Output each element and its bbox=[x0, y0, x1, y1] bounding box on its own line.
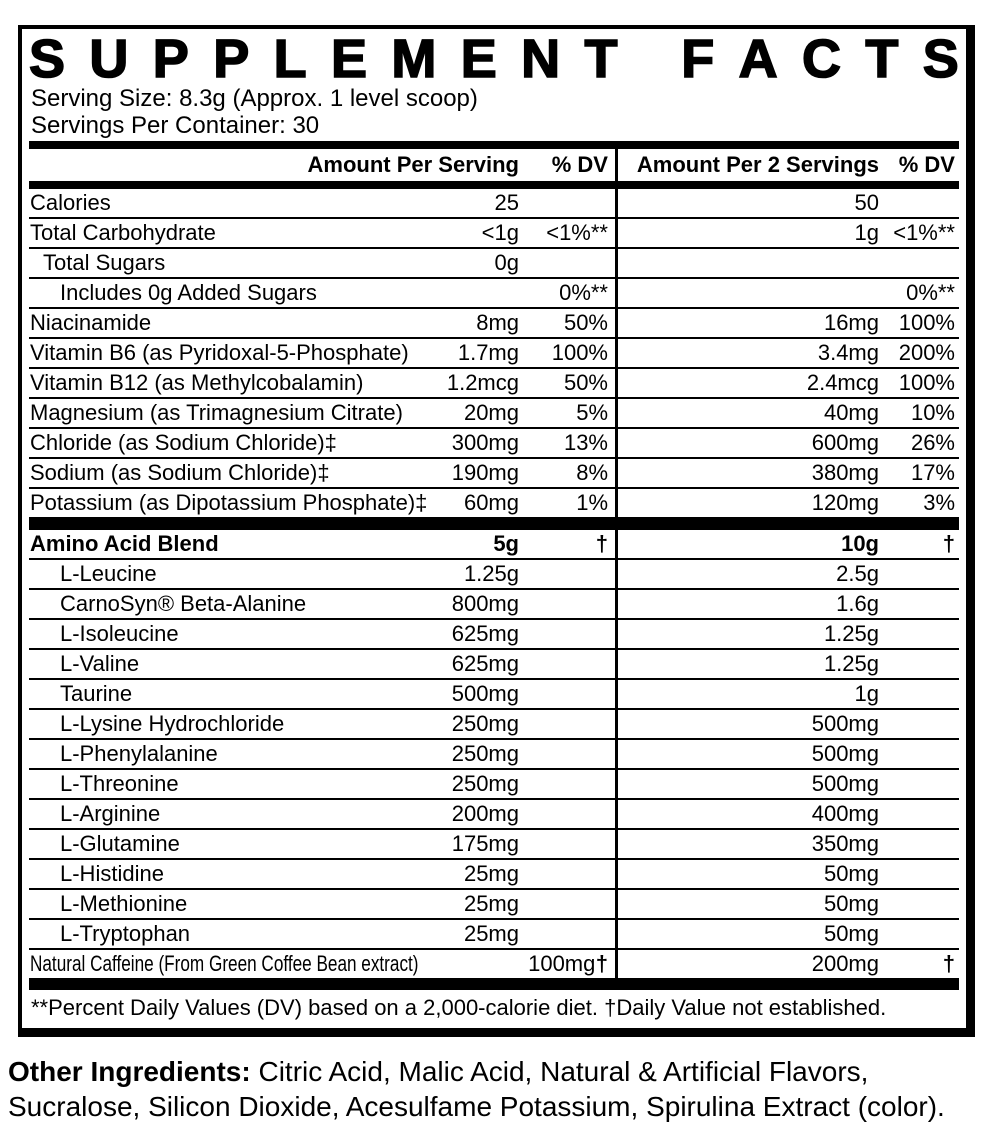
row-dv-per-2-servings bbox=[879, 189, 959, 217]
row-name: Magnesium (as Trimagnesium Citrate) bbox=[30, 400, 403, 425]
table-row bbox=[29, 860, 959, 890]
row-amount-per-serving: <1g bbox=[481, 220, 519, 245]
other-ingredients-label: Other Ingredients: bbox=[8, 1056, 251, 1087]
footnote: **Percent Daily Values (DV) based on a 2,000-calorie diet. †Daily Value not established. bbox=[31, 995, 887, 1020]
row-dv-per-2-servings: 26% bbox=[910, 430, 955, 455]
header-amount-per-serving: Amount Per Serving bbox=[307, 152, 519, 177]
row-dv-per-serving: <1%** bbox=[546, 220, 608, 245]
row-name: L-Methionine bbox=[60, 891, 188, 916]
footnote-top-bar bbox=[29, 978, 959, 990]
row-amount-per-serving: 625mg bbox=[451, 651, 519, 676]
row-dv-per-serving bbox=[519, 800, 614, 828]
row-amount-per-serving: 25mg bbox=[463, 891, 519, 916]
table-row bbox=[29, 590, 959, 620]
table-row bbox=[29, 399, 959, 429]
row-dv-per-2-servings bbox=[879, 590, 959, 618]
row-name: L-Lysine Hydrochloride bbox=[60, 711, 285, 736]
row-amount-per-serving: 5g bbox=[493, 531, 519, 556]
row-name: Vitamin B6 (as Pyridoxal-5-Phosphate) bbox=[30, 340, 409, 365]
row-amount-per-serving: 300mg bbox=[451, 430, 519, 455]
table-row bbox=[29, 189, 959, 219]
row-dv-per-2-servings bbox=[879, 650, 959, 678]
row-amount-per-serving: 100mg bbox=[528, 951, 596, 976]
row-dv-per-2-servings bbox=[879, 920, 959, 948]
row-dv-per-serving bbox=[519, 740, 614, 768]
row-name: L-Valine bbox=[60, 651, 140, 676]
row-amount-per-2-servings: 50mg bbox=[823, 891, 879, 916]
row-dv-per-2-servings: 100% bbox=[898, 310, 955, 335]
table-row bbox=[29, 680, 959, 710]
column-divider bbox=[615, 141, 618, 990]
row-dv-per-2-servings bbox=[879, 800, 959, 828]
other-ingredients-text: Citric Acid, Malic Acid, Natural & Artificial Flavors, Sucralose, Silicon Dioxide, Acesulfame Potassium, Spirulina Extract (color). bbox=[8, 1056, 945, 1122]
table-row bbox=[29, 770, 959, 800]
row-amount-per-2-servings: 50mg bbox=[823, 861, 879, 886]
section-divider-bar bbox=[29, 517, 959, 530]
row-dv-per-serving: † bbox=[595, 531, 608, 556]
row-amount-per-serving: 250mg bbox=[451, 771, 519, 796]
row-dv-per-serving bbox=[519, 650, 614, 678]
row-amount-per-serving: 250mg bbox=[451, 741, 519, 766]
table-row bbox=[29, 219, 959, 249]
row-amount-per-2-servings: 500mg bbox=[811, 711, 879, 736]
row-dv-per-serving: 13% bbox=[563, 430, 608, 455]
row-dv-per-serving: 1% bbox=[576, 490, 608, 515]
table-row bbox=[29, 429, 959, 459]
row-dv-per-serving: 5% bbox=[576, 400, 608, 425]
row-dv-per-serving: † bbox=[595, 951, 608, 976]
row-amount-per-2-servings: 1g bbox=[854, 220, 879, 245]
row-dv-per-serving: 50% bbox=[563, 310, 608, 335]
table-row bbox=[29, 710, 959, 740]
row-amount-per-2-servings: 2.4mcg bbox=[806, 370, 879, 395]
row-amount-per-2-servings: 1.6g bbox=[836, 591, 879, 616]
row-name: Potassium (as Dipotassium Phosphate)‡ bbox=[30, 490, 428, 515]
row-amount-per-serving: 1.2mcg bbox=[446, 370, 519, 395]
header-dv-per-2-servings: % DV bbox=[898, 152, 955, 177]
serving-size: Serving Size: 8.3g (Approx. 1 level scoop) bbox=[31, 85, 478, 112]
row-amount-per-2-servings: 40mg bbox=[823, 400, 879, 425]
row-amount-per-serving: 25 bbox=[494, 190, 519, 215]
row-dv-per-serving bbox=[519, 590, 614, 618]
table-row bbox=[29, 459, 959, 489]
row-name: L-Glutamine bbox=[60, 831, 180, 856]
row-dv-per-2-servings: 100% bbox=[898, 370, 955, 395]
table-row bbox=[29, 489, 959, 517]
row-amount-per-2-servings: 1g bbox=[854, 681, 879, 706]
row-amount-per-2-servings: 600mg bbox=[811, 430, 879, 455]
table-row bbox=[29, 620, 959, 650]
row-dv-per-serving bbox=[519, 890, 614, 918]
row-dv-per-2-servings: 200% bbox=[898, 340, 955, 365]
row-dv-per-serving bbox=[519, 710, 614, 738]
table-row bbox=[29, 369, 959, 399]
header-amount-per-2-servings: Amount Per 2 Servings bbox=[636, 152, 879, 177]
row-amount-per-2-servings: 500mg bbox=[811, 771, 879, 796]
row-amount-per-serving: 1.7mg bbox=[457, 340, 519, 365]
row-dv-per-2-servings: <1%** bbox=[893, 220, 955, 245]
row-name: Total Sugars bbox=[43, 250, 166, 275]
row-dv-per-2-servings bbox=[879, 740, 959, 768]
row-name: Natural Caffeine (From Green Coffee Bean extract) bbox=[30, 951, 419, 976]
header-top-bar bbox=[29, 141, 959, 149]
row-name: CarnoSyn® Beta-Alanine bbox=[60, 591, 307, 616]
table-row bbox=[29, 560, 959, 590]
table-row bbox=[29, 800, 959, 830]
row-amount-per-serving: 500mg bbox=[451, 681, 519, 706]
row-name: L-Tryptophan bbox=[60, 921, 191, 946]
table-row bbox=[29, 279, 959, 309]
other-ingredients bbox=[8, 1054, 996, 1124]
table-row bbox=[29, 650, 959, 680]
table-row bbox=[29, 339, 959, 369]
row-dv-per-2-servings bbox=[879, 249, 959, 277]
row-amount-per-2-servings: 1.25g bbox=[823, 621, 879, 646]
row-amount-per-serving: 25mg bbox=[463, 861, 519, 886]
row-amount-per-2-servings: 1.25g bbox=[823, 651, 879, 676]
label-title: S U P P L E M E N T F A C T S bbox=[29, 29, 959, 89]
row-dv-per-serving bbox=[519, 620, 614, 648]
row-amount-per-2-servings bbox=[614, 249, 879, 277]
row-dv-per-2-servings bbox=[879, 770, 959, 798]
row-amount-per-2-servings: 10g bbox=[841, 531, 879, 556]
row-amount-per-2-servings: 120mg bbox=[811, 490, 879, 515]
row-dv-per-2-servings bbox=[879, 620, 959, 648]
table-row bbox=[29, 309, 959, 339]
header-dv-per-serving: % DV bbox=[551, 152, 608, 177]
row-amount-per-2-servings bbox=[614, 279, 879, 307]
table-row bbox=[29, 530, 959, 560]
row-amount-per-2-servings: 3.4mg bbox=[817, 340, 879, 365]
row-name: Chloride (as Sodium Chloride)‡ bbox=[30, 430, 337, 455]
row-name: Sodium (as Sodium Chloride)‡ bbox=[30, 460, 330, 485]
facts-table bbox=[29, 141, 959, 990]
table-row bbox=[29, 830, 959, 860]
row-amount-per-serving: 800mg bbox=[451, 591, 519, 616]
row-name: L-Leucine bbox=[60, 561, 157, 586]
row-amount-per-2-servings: 500mg bbox=[811, 741, 879, 766]
row-dv-per-2-servings: 3% bbox=[923, 490, 955, 515]
row-amount-per-serving: 175mg bbox=[451, 831, 519, 856]
row-amount-per-serving: 1.25g bbox=[463, 561, 519, 586]
row-dv-per-serving: 100% bbox=[551, 340, 608, 365]
row-amount-per-serving: 250mg bbox=[451, 711, 519, 736]
row-amount-per-serving: 0g bbox=[494, 250, 519, 275]
row-dv-per-2-servings bbox=[879, 830, 959, 858]
row-amount-per-2-servings: 2.5g bbox=[836, 561, 879, 586]
row-dv-per-2-servings: 17% bbox=[910, 460, 955, 485]
row-dv-per-2-servings: 0%** bbox=[906, 280, 955, 305]
row-amount-per-2-servings: 50 bbox=[854, 190, 879, 215]
row-name: L-Isoleucine bbox=[60, 621, 179, 646]
supplement-facts-label bbox=[18, 25, 975, 1037]
row-amount-per-2-servings: 380mg bbox=[811, 460, 879, 485]
table-body bbox=[29, 189, 959, 978]
row-dv-per-serving bbox=[519, 560, 614, 588]
row-dv-per-serving bbox=[519, 189, 614, 217]
table-row bbox=[29, 249, 959, 279]
row-name: Calories bbox=[30, 190, 111, 215]
row-dv-per-serving bbox=[519, 860, 614, 888]
row-dv-per-serving bbox=[519, 249, 614, 277]
row-amount-per-serving: 25mg bbox=[463, 921, 519, 946]
row-dv-per-serving: 8% bbox=[576, 460, 608, 485]
table-header-row bbox=[29, 149, 959, 181]
row-amount-per-2-servings: 400mg bbox=[811, 801, 879, 826]
table-row bbox=[29, 920, 959, 950]
row-dv-per-2-servings bbox=[879, 680, 959, 708]
row-dv-per-2-servings bbox=[879, 890, 959, 918]
row-name: L-Threonine bbox=[60, 771, 179, 796]
row-dv-per-serving: 50% bbox=[563, 370, 608, 395]
row-dv-per-2-servings: 10% bbox=[910, 400, 955, 425]
row-dv-per-serving bbox=[519, 680, 614, 708]
row-dv-per-serving bbox=[519, 830, 614, 858]
row-amount-per-serving: 625mg bbox=[451, 621, 519, 646]
row-name: L-Arginine bbox=[60, 801, 161, 826]
servings-per-container: Servings Per Container: 30 bbox=[31, 112, 320, 139]
row-amount-per-serving: 190mg bbox=[451, 460, 519, 485]
row-amount-per-serving: 20mg bbox=[463, 400, 519, 425]
row-amount-per-2-servings: 16mg bbox=[823, 310, 879, 335]
row-dv-per-2-servings bbox=[879, 560, 959, 588]
row-dv-per-serving bbox=[519, 920, 614, 948]
row-name: Includes 0g Added Sugars bbox=[60, 280, 317, 305]
header-bottom-bar bbox=[29, 181, 959, 189]
row-dv-per-2-servings bbox=[879, 710, 959, 738]
row-dv-per-2-servings: † bbox=[942, 951, 955, 976]
row-dv-per-serving bbox=[519, 770, 614, 798]
table-row bbox=[29, 950, 959, 978]
row-name: Niacinamide bbox=[30, 310, 152, 335]
row-amount-per-serving: 60mg bbox=[463, 490, 519, 515]
row-dv-per-2-servings: † bbox=[942, 531, 955, 556]
row-dv-per-serving: 0%** bbox=[559, 280, 608, 305]
row-name: L-Phenylalanine bbox=[60, 741, 218, 766]
row-name: L-Histidine bbox=[60, 861, 164, 886]
row-amount-per-serving: 8mg bbox=[476, 310, 519, 335]
table-row bbox=[29, 740, 959, 770]
row-amount-per-2-servings: 200mg bbox=[811, 951, 879, 976]
row-amount-per-serving: 200mg bbox=[451, 801, 519, 826]
row-name: Taurine bbox=[60, 681, 133, 706]
row-amount-per-2-servings: 350mg bbox=[811, 831, 879, 856]
row-amount-per-2-servings: 50mg bbox=[823, 921, 879, 946]
row-name: Amino Acid Blend bbox=[30, 531, 219, 556]
row-name: Vitamin B12 (as Methylcobalamin) bbox=[30, 370, 364, 395]
table-row bbox=[29, 890, 959, 920]
row-name: Total Carbohydrate bbox=[30, 220, 216, 245]
row-dv-per-2-servings bbox=[879, 860, 959, 888]
